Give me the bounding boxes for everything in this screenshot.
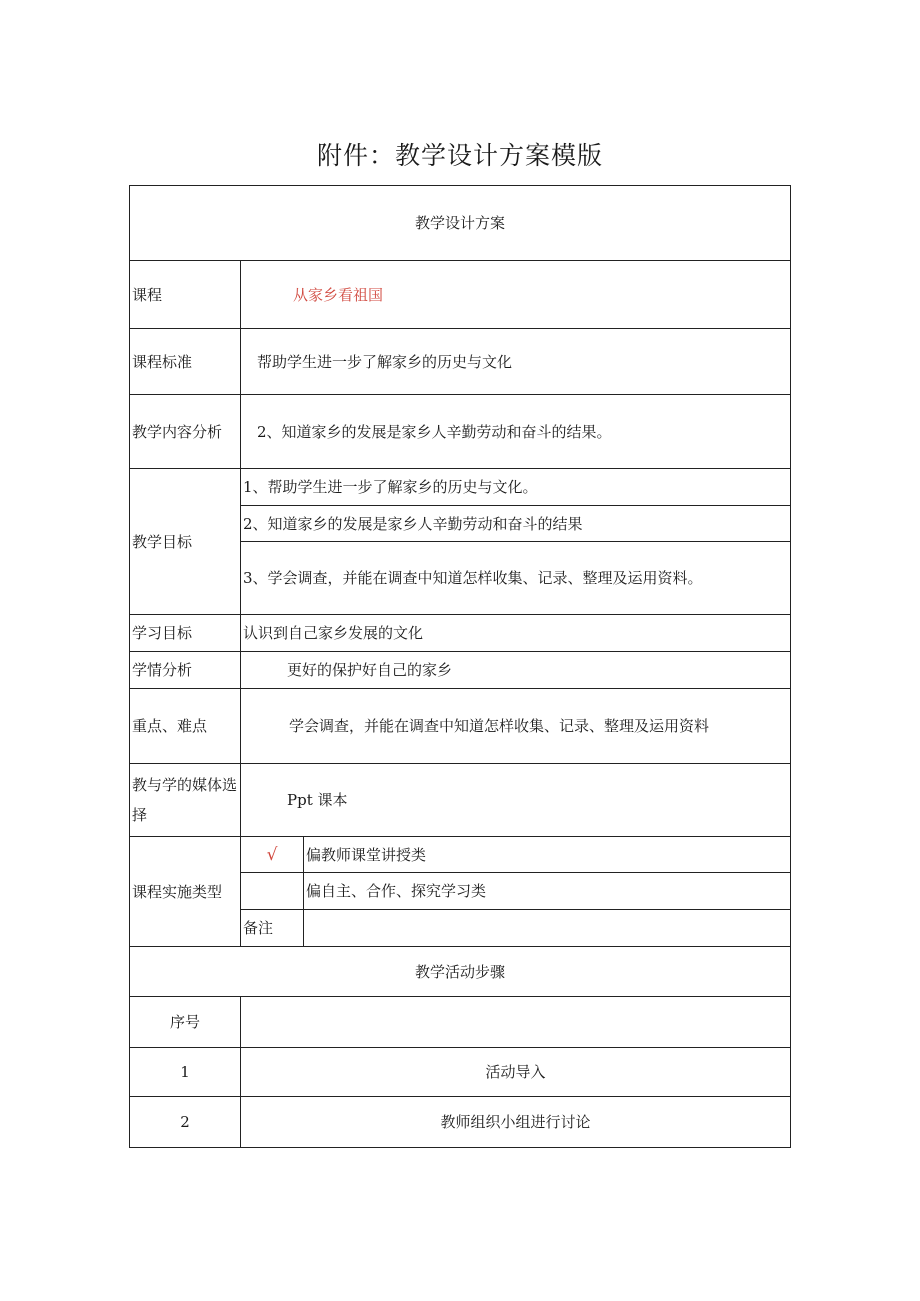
- index-content: [241, 997, 791, 1048]
- course-label: 课程: [130, 261, 241, 329]
- teaching-goal-item: 3、学会调查，并能在调查中知道怎样收集、记录、整理及运用资料。: [241, 542, 791, 615]
- lesson-plan-table: [129, 185, 791, 1148]
- learning-goal-value: 认识到自己家乡发展的文化: [241, 615, 791, 652]
- index-label: 序号: [130, 997, 241, 1048]
- content-analysis-value: 2、知道家乡的发展是家乡人辛勤劳动和奋斗的结果。: [241, 395, 791, 469]
- activity-text: 教师组织小组进行讨论: [241, 1097, 791, 1148]
- standard-label: 课程标准: [130, 329, 241, 395]
- key-points-label: 重点、难点: [130, 689, 241, 764]
- learning-goal-label: 学习目标: [130, 615, 241, 652]
- activity-number: 2: [130, 1097, 241, 1148]
- standard-value: 帮助学生进一步了解家乡的历史与文化: [241, 329, 791, 395]
- content-analysis-label: 教学内容分析: [130, 395, 241, 469]
- activities-header: 教学活动步骤: [130, 947, 791, 997]
- learner-analysis-label: 学情分析: [130, 652, 241, 689]
- media-value: Ppt 课本: [241, 764, 791, 837]
- course-type-option: 偏教师课堂讲授类: [304, 837, 791, 873]
- activity-text: 活动导入: [241, 1048, 791, 1097]
- course-type-check-empty: [241, 873, 304, 910]
- learner-analysis-value: 更好的保护好自己的家乡: [241, 652, 791, 689]
- course-value: 从家乡看祖国: [241, 261, 791, 329]
- check-mark-icon: √: [241, 837, 304, 873]
- media-label: 教与学的媒体选择: [130, 764, 241, 837]
- teaching-goal-item: 1、帮助学生进一步了解家乡的历史与文化。: [241, 469, 791, 506]
- teaching-goal-item: 2、知道家乡的发展是家乡人辛勤劳动和奋斗的结果: [241, 506, 791, 542]
- note-label: 备注: [241, 910, 304, 947]
- course-type-option: 偏自主、合作、探究学习类: [304, 873, 791, 910]
- page-title: 附件：教学设计方案模版: [316, 141, 603, 170]
- key-points-value: [241, 689, 791, 764]
- table-header: 教学设计方案: [130, 186, 791, 261]
- key-points-text: 学会调查，并能在调查中知道怎样收集、记录、整理及运用资料: [289, 717, 710, 735]
- activity-number: 1: [130, 1048, 241, 1097]
- course-type-label: 课程实施类型: [130, 837, 241, 947]
- teaching-goals-label: 教学目标: [130, 469, 241, 615]
- note-value: [304, 910, 791, 947]
